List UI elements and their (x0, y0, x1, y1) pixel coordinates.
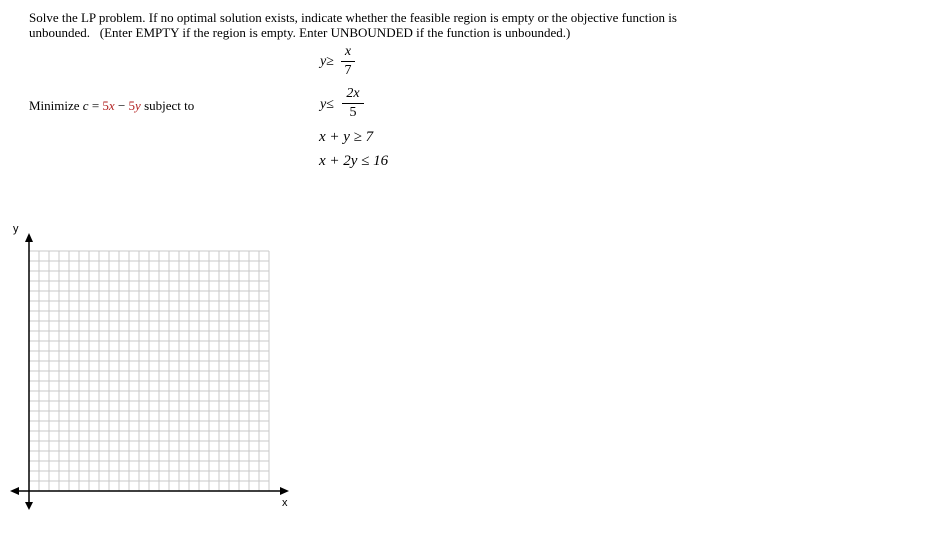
objective-eq: = (88, 98, 103, 113)
y-axis-arrow-down (25, 502, 33, 510)
constraint-1-numerator: x (344, 44, 352, 59)
constraint-3-expr: x + y ≥ 7 (319, 129, 374, 145)
problem-line-2: unbounded. (Enter EMPTY if the region is empty. Enter UNBOUNDED if the function is unbounded.) (29, 25, 571, 40)
y-axis-label: y (13, 223, 19, 235)
x-axis-label: x (282, 497, 288, 509)
objective-coef-y: 5 (128, 98, 136, 113)
objective-minus: − (114, 98, 129, 113)
objective-var-c: c (82, 98, 89, 113)
constraint-2-lhs: y (320, 97, 327, 112)
y-axis-arrow-up (25, 233, 33, 242)
x-axis-arrow-left (10, 487, 19, 495)
constraint-1-lhs: y (320, 54, 327, 69)
problem-line-1: Solve the LP problem. If no optimal solution exists, indicate whether the feasible region is empty or the objective function is (29, 10, 677, 25)
objective-coef-x: 5 (102, 98, 109, 113)
objective-prefix: Minimize (29, 98, 83, 113)
constraint-2-op: ≤ (326, 97, 334, 112)
objective-var-y: y (135, 98, 141, 113)
constraint-2-numerator: 2x (346, 86, 360, 101)
constraint-1-denominator: 7 (344, 63, 352, 78)
constraint-4-expr: x + 2y ≤ 16 (319, 153, 389, 169)
constraint-1-op: ≥ (326, 54, 334, 69)
x-axis-arrow-right (280, 487, 289, 495)
constraint-2-denominator: 5 (349, 105, 357, 120)
objective-var-x: x (108, 98, 115, 113)
objective-suffix: subject to (140, 98, 195, 113)
graph-grid (29, 251, 269, 491)
